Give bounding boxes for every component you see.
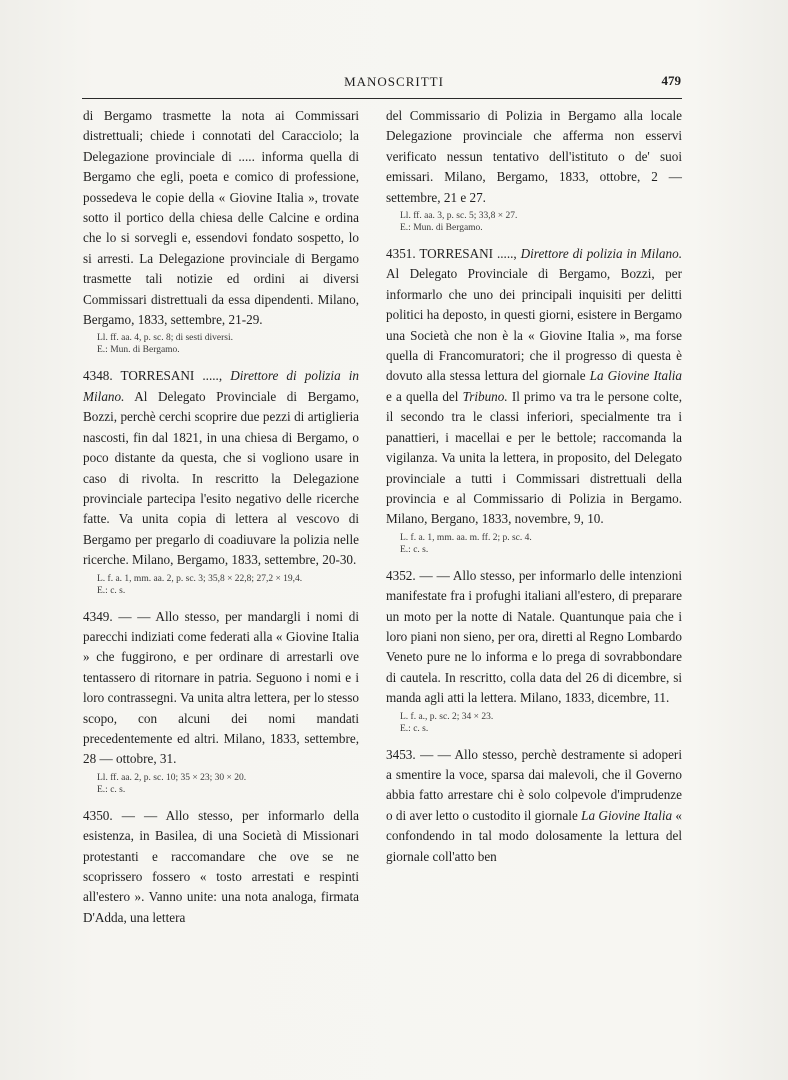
reference-line: L. f. a. 1, mm. aa. 2, p. sc. 3; 35,8 × 22,8; 27,2 × 19,4. [97, 573, 303, 584]
header-rule [82, 98, 682, 99]
archival-reference [97, 332, 359, 356]
entry-text: Al Delegato Provinciale di Bergamo, Bozzi, per informarlo che uno dei principali inquisiti per delitti politici ha deposto, in questi giorni, esistere in Bergamo una Società che non è la « Giovine Italia », ma forse quella di Francomuratori; che il progresso di questa è dovuto alla stessa lettura del giornale [386, 266, 682, 384]
archival-reference [400, 532, 682, 556]
entry-text: — — Allo stesso, per mandargli i nomi di parecchi indiziati come federati alla « Giovine Italia » che fuggirono, e per ordinare di arrestarli ove tentassero di ritornare in patria. Seguono i nomi e i loro contrassegni. Va unita altra lettera, per lo stesso scopo, con alcuni dei nomi mandati precedentemente ed altri. Milano, 1833, settembre, 28 — ottobre, 31. [83, 608, 359, 767]
entry-4349 [83, 607, 359, 770]
entry-text: — — Allo stesso, per informarlo delle intenzioni manifestate fra i profughi italiani all'estero, di preparare un moto per la notte di Natale. Quantunque paia che i loro piani non sieno, per ora, diretti al Regno Lombardo Veneto pure ne lo informa e lo prega di sovrabbondare di cautela. In rescritto, colla data del 26 di dicembre, si manda agli atti la lettera. Milano, 1833, dicembre, 11. [386, 567, 682, 706]
page-number: 479 [661, 73, 681, 88]
entry-4350 [83, 806, 359, 928]
archival-reference [97, 573, 359, 597]
reference-line: E.: Mun. di Bergamo. [400, 223, 483, 234]
running-header-title: MANOSCRITTI [344, 74, 444, 89]
entry-text: Al Delegato Provinciale di Bergamo, Bozzi, perchè cerchi scoprire due pezzi di artiglieria nascosti, fin dal 1821, in una chiesa di Bergamo, o poco distante da questa, che si vogliono usare in caso di rivolta. In rescritto la Delegazione provinciale partecipa l'esito negativo delle ricerche fatte. Va unita copia di lettera al vescovo di Bergamo per pregarlo di coadiuvare la polizia nelle ricerche. Milano, Bergamo, 1833, settembre, 20-30. [83, 388, 359, 568]
right-column [386, 106, 682, 867]
journal-title: Tribuno. [462, 388, 508, 404]
reference-line: Ll. ff. aa. 4, p. sc. 8; di sesti diversi. [97, 333, 233, 344]
archival-reference [400, 210, 682, 234]
reference-line: E.: c. s. [97, 585, 126, 596]
entry-number: 4349. [83, 608, 113, 624]
continuation-paragraph: del Commissario di Polizia in Bergamo alla locale Delegazione provinciale che afferma non esservi verificato nessun tentativo dell'istituto o de' suoi emissari. Milano, Bergamo, 1833, ottobre, 2 — settembre, 21 e 27. [386, 108, 682, 205]
reference-line: E.: c. s. [400, 544, 429, 555]
reference-line: Ll. ff. aa. 3, p. sc. 5; 33,8 × 27. [400, 211, 518, 222]
entry-3453 [386, 745, 682, 867]
reference-line: L. f. a., p. sc. 2; 34 × 23. [400, 711, 494, 722]
reference-line: E.: c. s. [97, 784, 126, 795]
entry-text: Il primo va tra le persone colte, il secondo tra le classi inferiori, specialmente tra i panattieri, i macellai e per le bettole; raccomanda la vigilanza. Va unita la lettera, in proposito, del Delegato provinciale a tutti i Commissari distrettuali della provincia e al Commissario di Polizia in Bergamo. Milano, Bergano, 1833, novembre, 9, 10. [386, 388, 682, 527]
archival-reference [97, 772, 359, 796]
reference-line: E.: Mun. di Bergamo. [97, 345, 180, 356]
left-column [83, 106, 359, 928]
entry-4348 [83, 366, 359, 570]
entry-text: — — Allo stesso, perchè destramente si adoperi a smentire la voce, sparsa dai malevoli, che il Governo abbia fatto arrestare chi è solo colpevole d'imprudenze o di aver letto o custodito il giornale [386, 746, 682, 823]
reference-line: Ll. ff. aa. 2, p. sc. 10; 35 × 23; 30 × 20. [97, 772, 247, 783]
entry-sender: TORRESANI ....., [419, 246, 517, 262]
entry-number: 3453. [386, 746, 416, 762]
entry-text: « confondendo in tal modo dolosamente la lettura del giornale coll'atto ben [386, 807, 683, 864]
entry-number: 4352. [386, 567, 416, 583]
entry-text: e a quella del [386, 388, 459, 404]
journal-title: La Giovine Italia [589, 368, 683, 384]
archival-reference [400, 711, 682, 735]
entry-4351 [386, 244, 682, 530]
entry-sender-role: Direttore di polizia in Milano. [520, 246, 683, 262]
reference-line: E.: c. s. [400, 723, 429, 734]
entry-4352 [386, 566, 682, 709]
entry-sender: TORRESANI ....., [120, 368, 223, 384]
entry-number: 4351. [386, 246, 416, 262]
continuation-paragraph: di Bergamo trasmette la nota ai Commissari distrettuali; chiede i connotati del Caracciolo; la Delegazione provinciale di ..... informa quella di Bergamo che egli, poeta e comico di professione, possedeva le copie della « Giovine Italia », trovate sotto il portico della chiesa delle Calcine e ordina che lo si sorvegli e, essendovi fondato sospetto, lo si arresti. La Delegazione provinciale di Bergamo trasmette tali notizie ed ordini ai diversi Commissari distrettuali da essa dipendenti. Milano, Bergamo, 1833, settembre, 21-29. [83, 108, 359, 328]
entry-number: 4348. [83, 368, 113, 384]
reference-line: L. f. a. 1, mm. aa. m. ff. 2; p. sc. 4. [400, 532, 532, 543]
entry-text: — — Allo stesso, per informarlo della esistenza, in Basilea, di una Società di Missionari protestanti e raccomandare che ove se ne scoprissero fossero « tosto arrestati e respinti all'estero ». Vanno unite: una nota analoga, firmata D'Adda, una lettera [83, 807, 360, 925]
journal-title: La Giovine Italia [581, 807, 673, 823]
entry-number: 4350. [83, 807, 113, 823]
entry-sender-role: Direttore di polizia in Milano. [83, 368, 359, 404]
